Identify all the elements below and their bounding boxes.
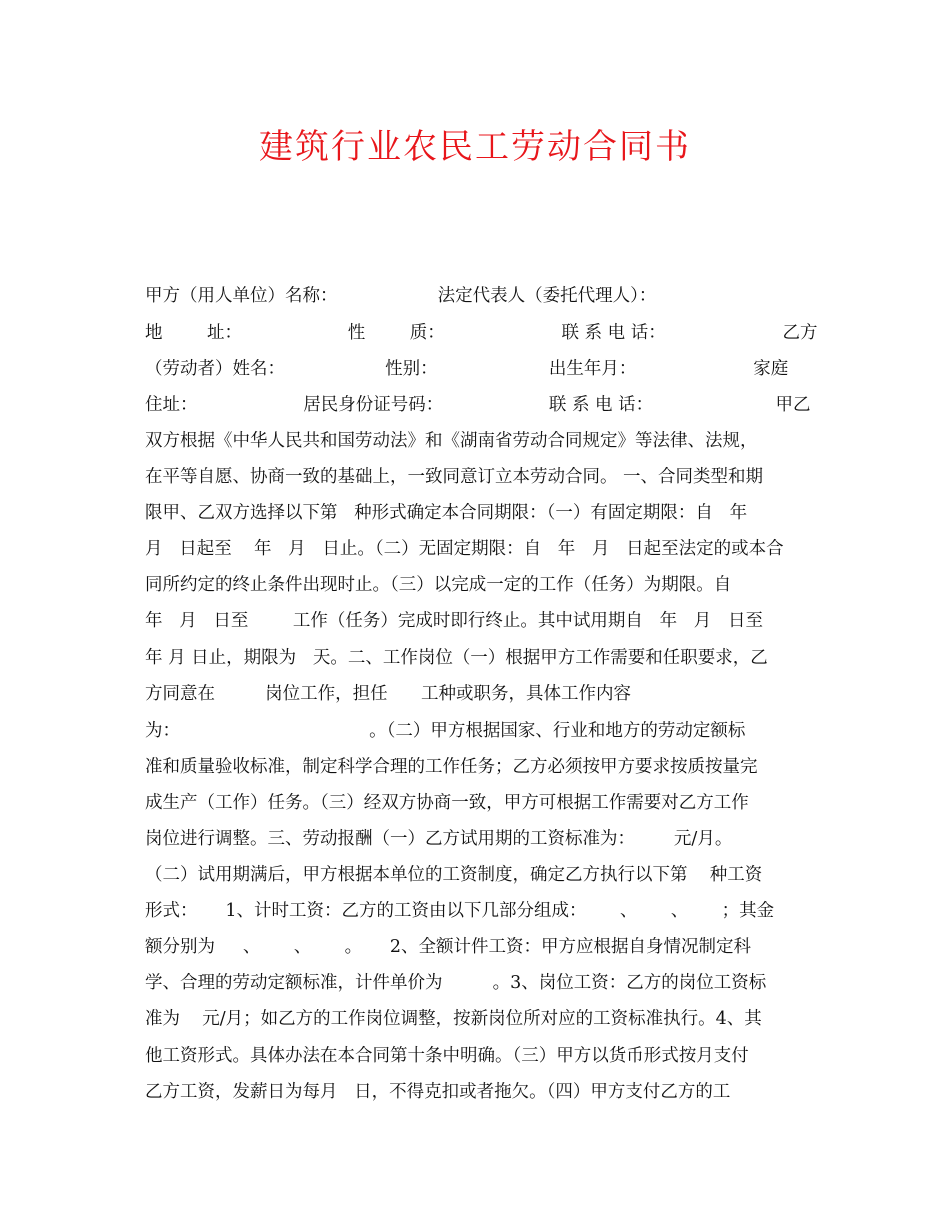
body-line: 住址： 居民身份证号码： 联 系 电 话： 甲乙 xyxy=(145,395,811,415)
body-line: 成生产（工作）任务。（三）经双方协商一致，甲方可根据工作需要对乙方工作 xyxy=(145,793,749,813)
body-line: 限甲、乙双方选择以下第 种形式确定本合同期限：（一）有固定期限：自 年 xyxy=(145,503,748,523)
body-line: 月 日起至 年 月 日止。（二）无固定期限：自 年 月 日起至法定的或本合 xyxy=(145,539,784,559)
body-line: （劳动者）姓名： 性别： 出生年月： 家庭 xyxy=(145,359,789,379)
body-line: 准和质量验收标准，制定科学合理的工作任务；乙方必须按甲方要求按质按量完 xyxy=(145,757,758,777)
body-line: 年 月 日止，期限为 天。二、工作岗位（一）根据甲方工作需要和任职要求，乙 xyxy=(145,648,768,668)
body-line: 同所约定的终止条件出现时止。（三）以完成一定的工作（任务）为期限。自 xyxy=(145,575,732,595)
document-title: 建筑行业农民工劳动合同书 xyxy=(259,127,691,167)
body-line: 岗位进行调整。三、劳动报酬（一）乙方试用期的工资标准为： 元/月。 xyxy=(145,829,733,849)
body-line: 双方根据《中华人民共和国劳动法》和《湖南省劳动合同规定》等法律、法规， xyxy=(145,431,758,451)
body-line: 形式： 1、计时工资：乙方的工资由以下几部分组成： 、 、 ；其金 xyxy=(145,901,775,921)
body-line: 他工资形式。具体办法在本合同第十条中明确。（三）甲方以货币形式按月支付 xyxy=(145,1046,749,1066)
body-line: 年 月 日至 工作（任务）完成时即行终止。其中试用期自 年 月 日至 xyxy=(145,611,763,631)
body-line: 地 址： 性 质： 联 系 电 话： 乙方 xyxy=(145,323,818,343)
body-line: 学、合理的劳动定额标准，计件单价为 。3、岗位工资：乙方的岗位工资标 xyxy=(145,973,767,993)
body-line: （二）试用期满后，甲方根据本单位的工资制度，确定乙方执行以下第 种工资 xyxy=(145,865,763,885)
body-line: 甲方（用人单位）名称： 法定代表人（委托代理人）： xyxy=(145,286,657,306)
body-line: 乙方工资，发薪日为每月 日，不得克扣或者拖欠。（四）甲方支付乙方的工 xyxy=(145,1082,731,1102)
body-line: 额分别为 、 、 。 2、全额计件工资：甲方应根据自身情况制定科 xyxy=(145,937,752,957)
body-line: 在平等自愿、协商一致的基础上，一致同意订立本劳动合同。 一、合同类型和期 xyxy=(145,467,764,487)
body-line: 准为 元/月；如乙方的工作岗位调整，按新岗位所对应的工资标准执行。4、其 xyxy=(145,1009,762,1029)
body-line: 为： 。（二）甲方根据国家、行业和地方的劳动定额标 xyxy=(145,721,746,741)
body-line: 方同意在 岗位工作，担任 工种或职务，具体工作内容 xyxy=(145,684,631,704)
